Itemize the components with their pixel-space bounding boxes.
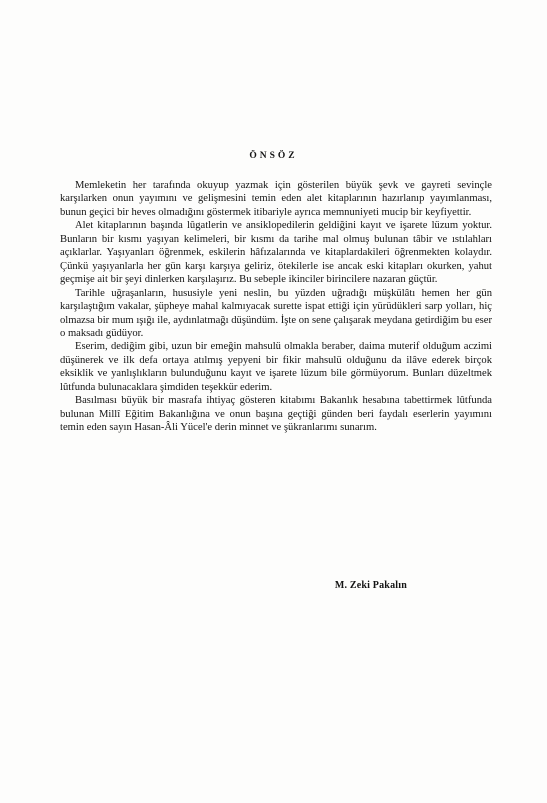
author-signature: M. Zeki Pakalın	[334, 580, 407, 591]
paragraph-3: Tarihle uğraşanların, hususiyle yeni neslin, bu yüzden uğradığı müşkülâtı hemen her gün karşılaştığım vakalar, şüpheye mahal kalmıyacak surette ispat ettiği için yürüdükleri sarp yolları, hiç olmazsa bir mum ışığı ile, aydınlatmağı düşündüm. İşte on sene çalışarak meydana getirdiğim bu eser o maksadı güdüyor.	[60, 287, 492, 339]
preface-body	[60, 179, 492, 435]
page-title: ÖNSÖZ	[249, 151, 298, 161]
paragraph-1: Memleketin her tarafında okuyup yazmak için gösterilen büyük şevk ve gayreti sevinçle karşılarken onun yayımını ve gelişmesini temin eden alet kitaplarının hazırlanıp yayımlanması, bunun geçici bir heves olmadığını göstermek itibariyle ayrıca memnuniyeti mucip bir keyfiyettir.	[60, 180, 492, 218]
paragraph-4: Eserim, dediğim gibi, uzun bir emeğin mahsulü olmakla beraber, daima muterif olduğum aczimi düşünerek ve ilk defa ortaya atılmış yepyeni bir fikir mahsulü olduğunu da ilâve ederek birçok eksiklik ve yanlışlıkların bulunduğunu kayıt ve işarete lüzum bile görmüyorum. Bunları düzeltmek lûtfunda bulunacaklara şimdiden teşekkür ederim.	[60, 341, 492, 393]
paragraph-2: Alet kitaplarının başında lûgatlerin ve ansiklopedilerin geldiğini kayıt ve işarete lüzum yoktur. Bunların bir kısmı yaşıyan kelimeleri, bir kısmı da tarihe mal olmuş bulunan tâbir ve ıstılahları açıklarlar. Yaşıyanları öğrenmek, eskilerin hâfızalarında ve kitaplardakileri öğrenmekten kolaydır. Çünkü yaşıyanlarla her gün karşı karşıya geliriz, ötekilerle ise ancak eski kitapları okurken, yahut geçmişe ait bir şeyi dinlerken karşılaşırız. Bu sebeple ikinciler birincilere nazaran güçtür.	[60, 220, 492, 286]
paragraph-5: Basılması büyük bir masrafa ihtiyaç gösteren kitabımı Bakanlık hesabına tabettirmek lûtfunda bulunan Millî Eğitim Bakanlığına ve onun başına geçtiği günden beri faydalı eserlerin yayımını temin eden sayın Hasan-Âli Yücel'e derin minnet ve şükranlarımı sunarım.	[60, 395, 492, 434]
